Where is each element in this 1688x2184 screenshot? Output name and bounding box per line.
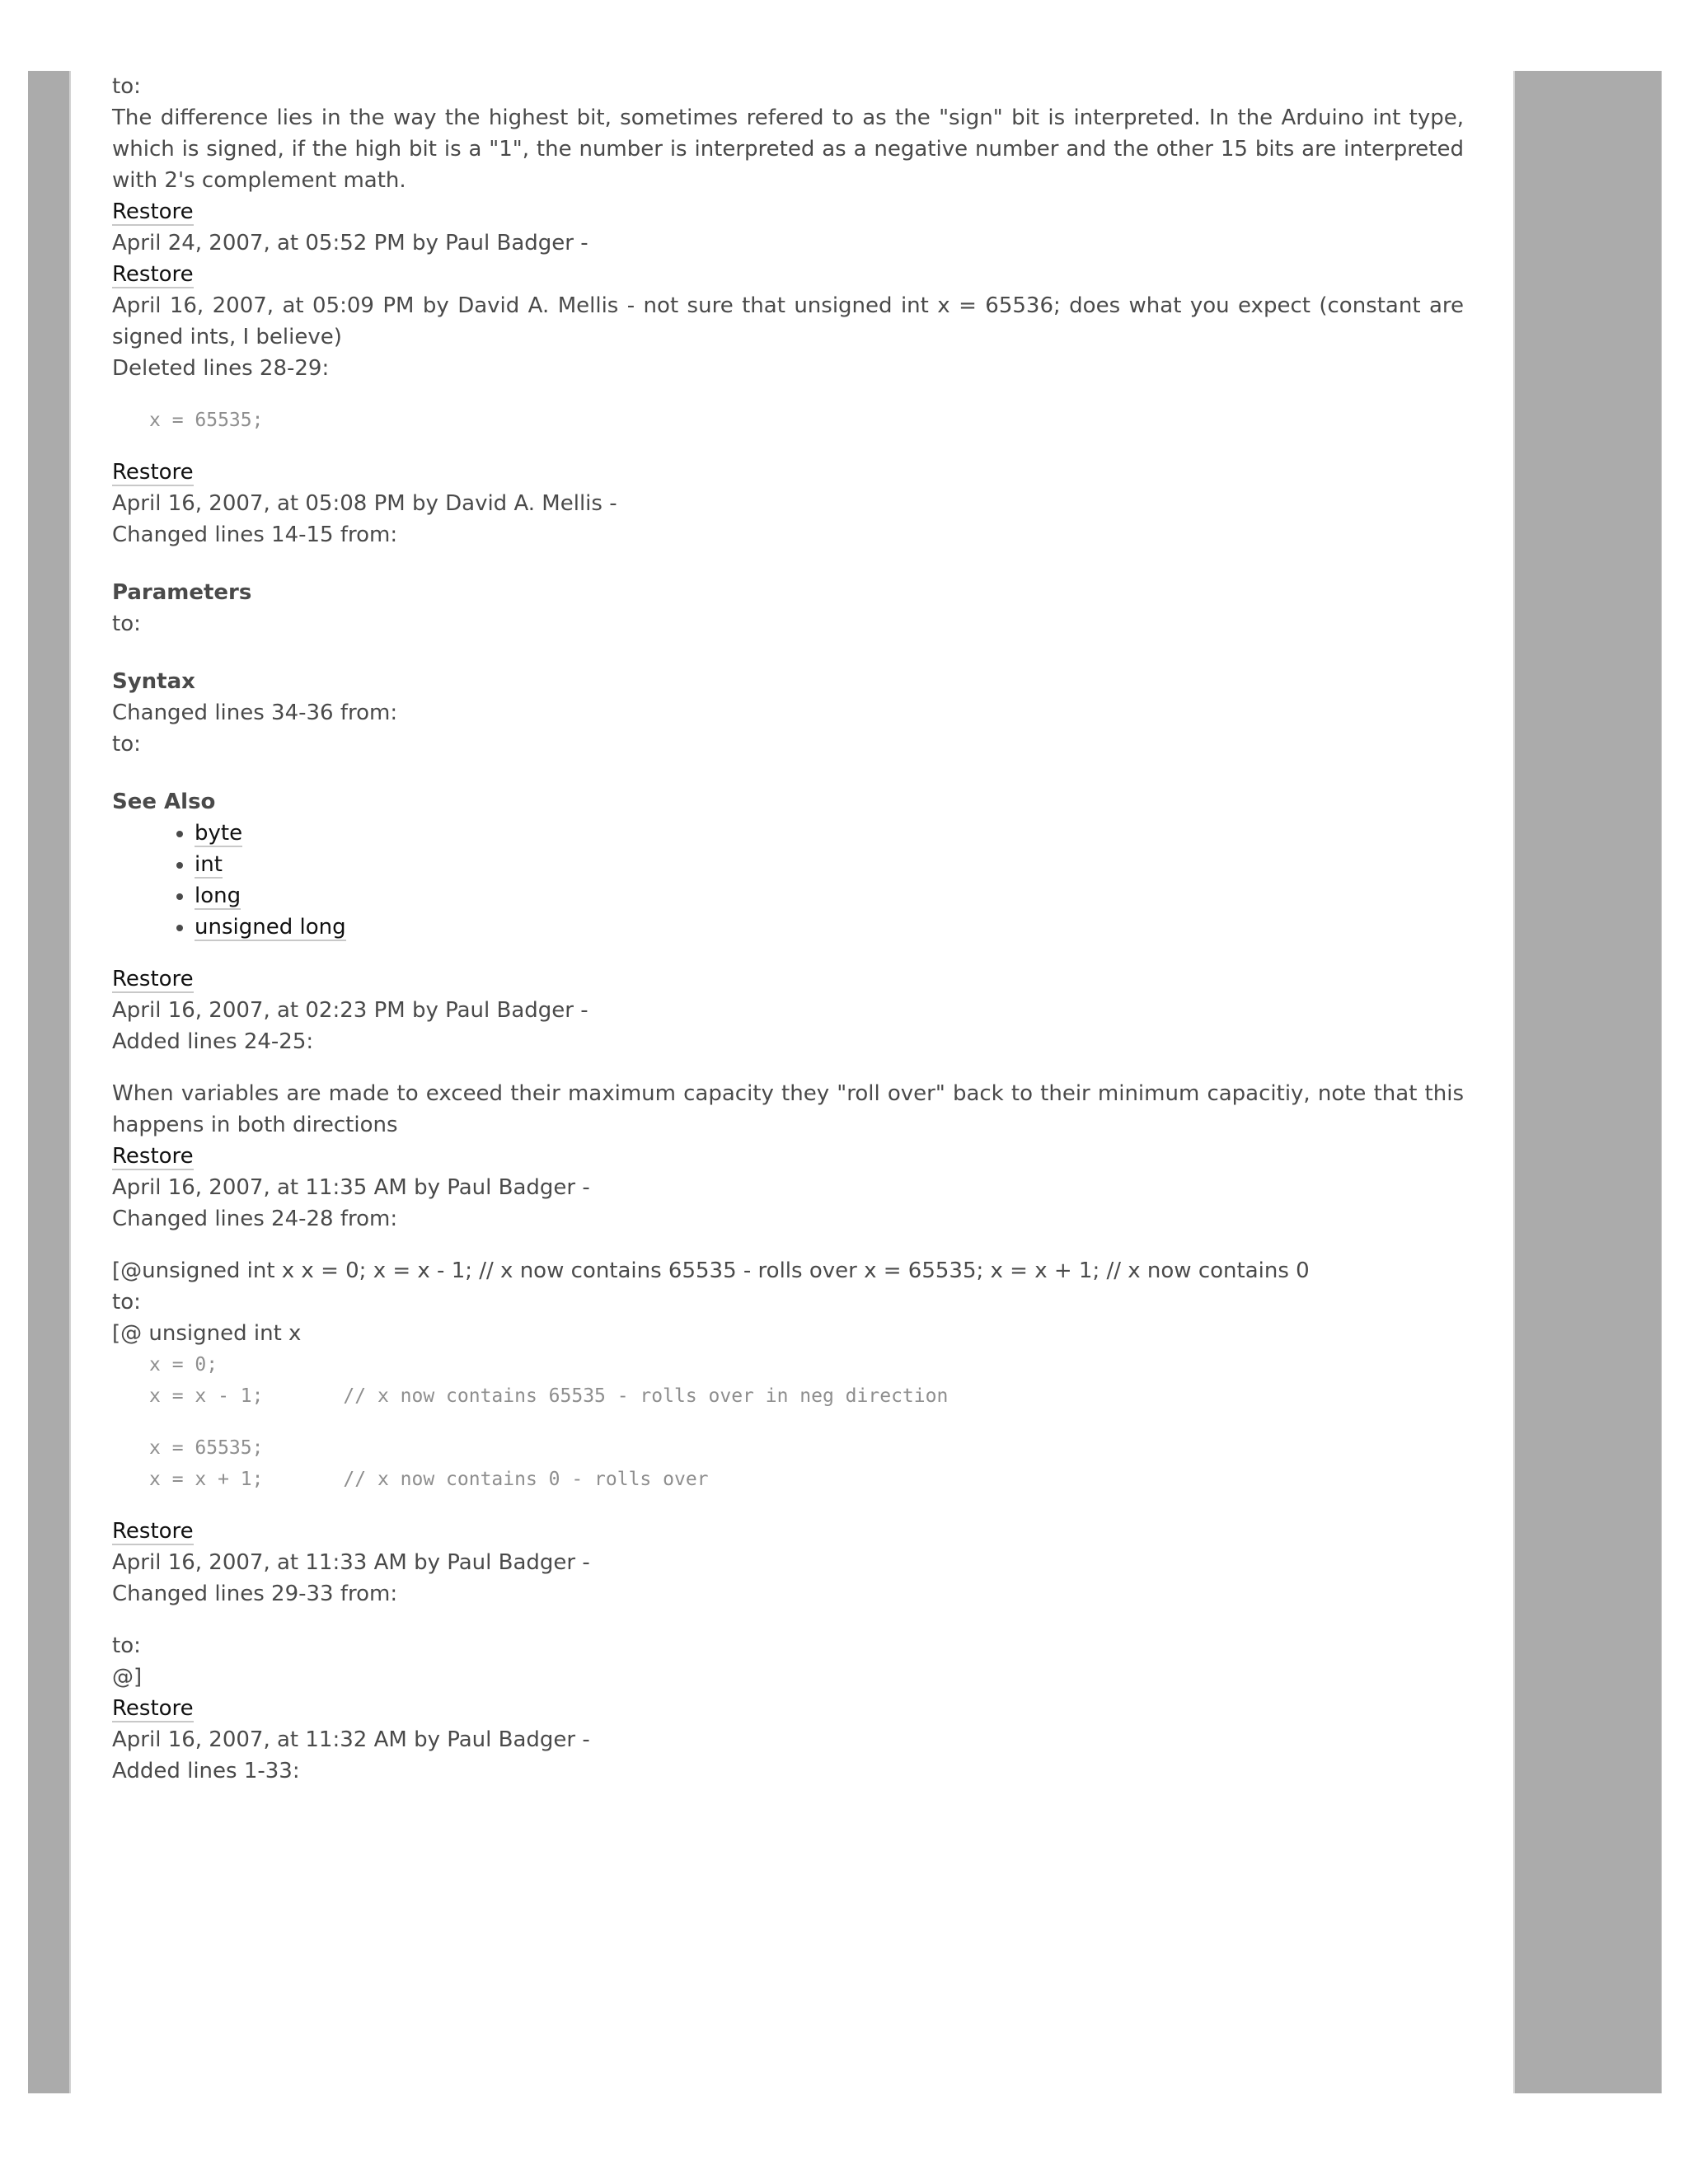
restore-link[interactable]: Restore [112,1696,194,1721]
revision-change-summary: Added lines 24-25: [112,1029,314,1054]
revision-meta: April 16, 2007, at 02:23 PM by Paul Badger - [112,998,588,1023]
code-block: x = 0; x = x - 1; // x now contains 65535 - rolls over in neg direction [149,1354,949,1407]
revision-meta: April 16, 2007, at 11:35 AM by Paul Badger - [112,1175,590,1200]
revision-entry [112,1516,1464,1610]
revision-entry [112,1141,1464,1235]
syntax-heading: Syntax [112,669,195,694]
revision-meta: April 16, 2007, at 11:33 AM by Paul Badger - [112,1550,590,1575]
restore-link[interactable]: Restore [112,262,194,287]
revision-meta: April 16, 2007, at 05:09 PM by David A. Mellis - not sure that unsigned int x = 65536; does what you expect (constant are signed ints, I believe) [112,293,1464,349]
list-item [195,849,1464,880]
revision-meta: April 16, 2007, at 05:08 PM by David A. Mellis - [112,491,617,516]
restore-link[interactable]: Restore [112,1519,194,1544]
revision-entry [112,259,1464,384]
revision-change-summary: Added lines 1-33: [112,1759,300,1783]
revision-meta: April 24, 2007, at 05:52 PM by Paul Badger - [112,231,588,255]
rollover-explanation: When variables are made to exceed their maximum capacity they "roll over" back to their minimum capacitiy, note that this happens in both directions [112,1081,1464,1137]
see-also-heading: See Also [112,790,216,814]
revision-entry [112,457,1464,551]
page-history-content [112,71,1464,1787]
code-block: x = 65535; x = x + 1; // x now contains 0 - rolls over [149,1437,709,1490]
list-item [195,912,1464,943]
revision-entry [112,196,1464,259]
revision-change-summary: Changed lines 14-15 from: [112,523,398,547]
close-marker: @] [112,1665,143,1690]
revision-change-summary: Changed lines 24-28 from: [112,1207,398,1231]
code-block: x = 65535; [149,410,264,431]
revision-meta: April 16, 2007, at 11:32 AM by Paul Badger - [112,1727,590,1752]
list-item [195,880,1464,912]
old-code-text: [@unsigned int x x = 0; x = x - 1; // x now contains 65535 - rolls over x = 65535; x = x + 1; // x now contains 0 [112,1258,1310,1283]
revision-change-summary: Changed lines 29-33 from: [112,1582,398,1606]
to-label: to: [112,74,141,99]
to-label: to: [112,1633,141,1658]
restore-link[interactable]: Restore [112,967,194,991]
see-also-list [112,818,1464,943]
parameters-heading: Parameters [112,580,252,605]
list-item [195,818,1464,849]
new-code-head: [@ unsigned int x [112,1321,302,1346]
difference-explanation: The difference lies in the way the highest bit, sometimes refered to as the "sign" bit is interpreted. In the Arduino int type, which is signed, if the high bit is a "1", the number is interpreted as a negative number and the other 15 bits are interpreted with 2's complement math. [112,105,1464,193]
to-label: to: [112,612,141,636]
restore-link[interactable]: Restore [112,460,194,485]
left-sidebar-bar [28,71,71,2093]
see-also-link-unsigned-long[interactable]: unsigned long [195,915,346,940]
revision-change-summary: Changed lines 34-36 from: [112,701,398,725]
right-sidebar-bar [1513,71,1662,2093]
revision-entry [112,963,1464,1057]
see-also-link-int[interactable]: int [195,852,223,877]
to-label: to: [112,1290,141,1315]
revision-change-summary: Deleted lines 28-29: [112,356,330,381]
see-also-link-long[interactable]: long [195,883,241,908]
revision-entry [112,1693,1464,1787]
to-label: to: [112,732,141,757]
restore-link[interactable]: Restore [112,1144,194,1169]
see-also-link-byte[interactable]: byte [195,821,243,846]
restore-link[interactable]: Restore [112,199,194,224]
